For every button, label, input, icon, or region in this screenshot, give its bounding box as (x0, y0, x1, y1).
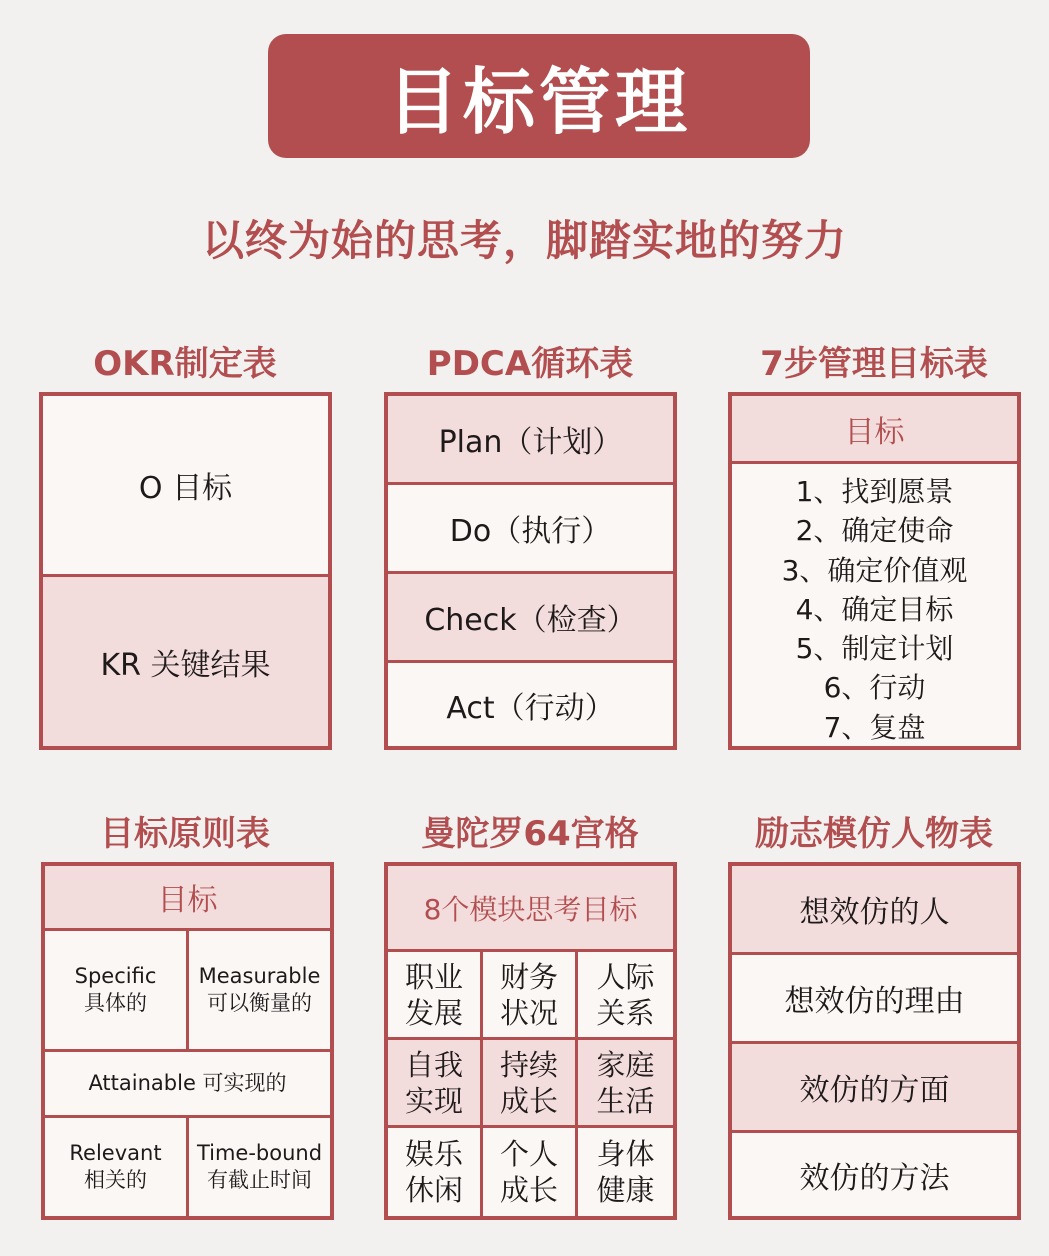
mandala-cell-line: 状况 (499, 995, 558, 1030)
step-item: 4、确定目标 (795, 592, 954, 626)
principles-header (45, 866, 330, 931)
mandala-cell (388, 952, 483, 1040)
role-model-who-label: 想效仿的人 (799, 895, 950, 930)
mandala-cell-line: 休闲 (404, 1173, 463, 1207)
principles-header-label: 目标 (157, 883, 218, 918)
specific-en-label: Specific (74, 964, 157, 988)
mandala-cell-line: 实现 (404, 1083, 463, 1118)
role-model-row (732, 955, 1017, 1044)
mandala-cell (578, 1128, 673, 1216)
pdca-row (388, 396, 673, 485)
mandala-cell-line: 身体 (596, 1137, 655, 1171)
mandala-cell-line: 关系 (596, 995, 655, 1030)
pdca-check-label: Check（检查） (424, 603, 637, 638)
step-item: 5、制定计划 (795, 632, 954, 666)
pdca-heading: PDCA循环表 (426, 344, 634, 384)
pdca-act-label: Act（行动） (446, 690, 615, 726)
step-item: 6、行动 (823, 671, 926, 705)
pdca-row (388, 574, 673, 663)
pdca-row (388, 663, 673, 746)
mandala-grid (388, 952, 673, 1216)
okr-heading: OKR制定表 (93, 344, 277, 384)
mandala-cell-line: 自我 (404, 1047, 463, 1082)
mandala-table (384, 862, 677, 1220)
mandala-cell-line: 生活 (596, 1083, 655, 1118)
role-model-reason-label: 想效仿的理由 (784, 984, 965, 1019)
role-model-method-label: 效仿的方法 (799, 1160, 950, 1196)
mandala-cell-line: 成长 (499, 1083, 558, 1118)
step-item: 1、找到愿景 (795, 475, 954, 508)
timebound-en-label: Time-bound (196, 1141, 323, 1165)
mandala-header (388, 866, 673, 952)
seven-steps-heading: 7步管理目标表 (760, 344, 988, 384)
mandala-cell-line: 个人 (499, 1137, 558, 1171)
relevant-cell (45, 1118, 189, 1216)
okr-objective-cell (43, 396, 328, 577)
role-model-row (732, 1044, 1017, 1133)
mandala-cell-line: 成长 (499, 1173, 558, 1207)
mandala-cell-line: 持续 (499, 1047, 558, 1082)
attainable-cell (45, 1052, 330, 1118)
role-model-table (728, 862, 1021, 1220)
step-item: 7、复盘 (823, 710, 926, 744)
seven-steps-header-label: 目标 (844, 414, 905, 450)
page-title: 目标管理 (386, 60, 691, 144)
okr-table (39, 392, 332, 750)
pdca-do-label: Do（执行） (449, 514, 612, 549)
mandala-cell-line: 家庭 (596, 1047, 655, 1082)
measurable-en-label: Measurable (198, 964, 321, 988)
title-banner (268, 34, 810, 158)
timebound-cell (189, 1118, 330, 1216)
role-model-heading: 励志模仿人物表 (755, 814, 993, 854)
okr-key-results-cell (43, 577, 328, 746)
seven-steps-list (732, 472, 1017, 747)
mandala-cell (483, 1040, 578, 1128)
subtitle: 以终为始的思考，脚踏实地的努力 (201, 216, 847, 265)
mandala-cell-line: 职业 (404, 959, 463, 994)
mandala-cell (483, 952, 578, 1040)
principles-heading: 目标原则表 (100, 814, 270, 854)
relevant-cn-label: 相关的 (84, 1168, 147, 1192)
role-model-row (732, 866, 1017, 955)
seven-steps-header (732, 396, 1017, 464)
timebound-cn-label: 有截止时间 (207, 1168, 312, 1192)
principles-table (41, 862, 334, 1220)
measurable-cn-label: 可以衡量的 (207, 991, 312, 1015)
relevant-en-label: Relevant (69, 1141, 162, 1165)
mandala-cell-line: 娱乐 (404, 1137, 463, 1171)
step-item: 3、确定价值观 (781, 553, 968, 587)
pdca-table (384, 392, 677, 750)
seven-steps-table (728, 392, 1021, 750)
okr-key-results-label: KR 关键结果 (100, 647, 271, 683)
step-item: 2、确定使命 (795, 514, 954, 548)
mandala-cell-line: 发展 (404, 995, 463, 1030)
mandala-cell-line: 人际 (596, 959, 655, 994)
specific-cell (45, 931, 189, 1052)
mandala-cell-line: 财务 (499, 959, 558, 994)
mandala-heading: 曼陀罗64宫格 (421, 814, 639, 854)
mandala-cell (388, 1040, 483, 1128)
pdca-row (388, 485, 673, 574)
mandala-cell (388, 1128, 483, 1216)
pdca-plan-label: Plan（计划） (438, 425, 623, 460)
attainable-label: Attainable 可实现的 (88, 1071, 287, 1095)
measurable-cell (189, 931, 330, 1052)
role-model-row (732, 1133, 1017, 1216)
mandala-cell (578, 1040, 673, 1128)
mandala-cell-line: 健康 (596, 1173, 655, 1207)
okr-objective-label: O 目标 (138, 471, 233, 506)
mandala-cell (483, 1128, 578, 1216)
mandala-cell (578, 952, 673, 1040)
specific-cn-label: 具体的 (84, 991, 147, 1015)
role-model-aspect-label: 效仿的方面 (799, 1073, 950, 1108)
mandala-header-label: 8个模块思考目标 (423, 892, 638, 926)
